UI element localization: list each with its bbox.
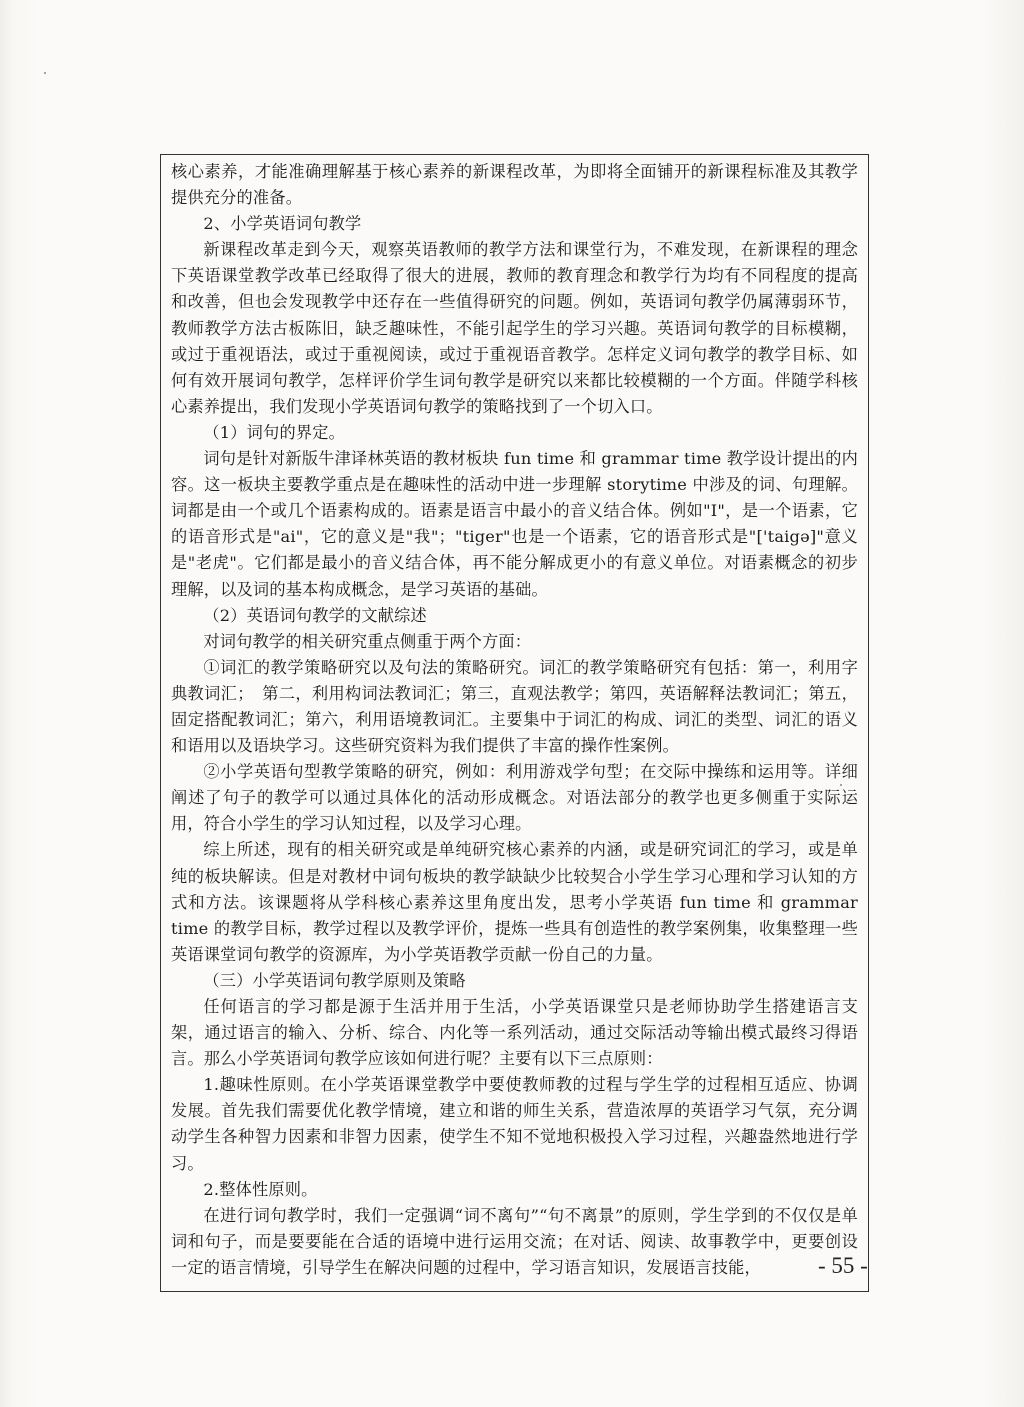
scan-speck	[44, 72, 46, 74]
paragraph-principles-intro: 任何语言的学习都是源于生活并用于生活，小学英语课堂只是老师协助学生搭建语言支架，通过语言的输入、分析、综合、内化等一系列活动，通过交际活动等输出模式最终习得语言。那么小学英语词句教学应该如何进行呢？主要有以下三点原则：	[171, 997, 858, 1069]
section-heading-principles: （三）小学英语词句教学原则及策略	[203, 970, 466, 990]
paragraph-summary: 综上所述，现有的相关研究或是单纯研究核心素养的内涵，或是研究词汇的学习，或是单纯的板块解读。但是对教材中词句板块的教学缺缺少比较契合小学生学习心理和学习认知的方式和方法。该课题将从学科核心素养这里角度出发，思考小学英语 fun time 和 grammar time 的教学目标，教学过程以及教学评价，提炼一些具有创造性的教学案例集，收集整理一些英语课堂词句教学的资源库，为小学英语教学贡献一份自己的力量。	[171, 840, 858, 964]
paragraph-curriculum-reform: 新课程改革走到今天，观察英语教师的教学方法和课堂行为，不难发现，在新课程的理念下英语课堂教学改革已经取得了很大的进展，教师的教育理念和教学行为均有不同程度的提高和改善，但也会发现教学中还存在一些值得研究的问题。例如，英语词句教学仍属薄弱环节，教师教学方法古板陈旧，缺乏趣味性，不能引起学生的学习兴趣。英语词句教学的目标模糊，或过于重视语法，或过于重视阅读，或过于重视语音教学。怎样定义词句教学的教学目标、如何有效开展词句教学，怎样评价学生词句教学是研究以来都比较模糊的一个方面。伴随学科核心素养提出，我们发现小学英语词句教学的策略找到了一个切入口。	[171, 240, 858, 416]
paragraph-research-focus: 对词句教学的相关研究重点侧重于两个方面：	[203, 631, 532, 651]
subheading-definition: （1）词句的界定。	[203, 422, 345, 442]
paragraph-holistic-principle: 在进行词句教学时，我们一定强调“词不离句”“句不离景”的原则，学生学到的不仅仅是单词和句子，而是要要能在合适的语境中进行运用交流；在对话、阅读、故事教学中，更要创设一定的语言情境，引导学生在解决问题的过程中，学习语言知识，发展语言技能，	[171, 1205, 858, 1277]
paragraph-intro-continued: 核心素养，才能准确理解基于核心素养的新课程改革，为即将全面铺开的新课程标准及其教学提供充分的准备。	[171, 162, 858, 208]
subheading-literature-review: （2）英语词句教学的文献综述	[203, 605, 427, 625]
paragraph-vocabulary-strategies: ①词汇的教学策略研究以及句法的策略研究。词汇的教学策略研究有包括：第一，利用字典教词汇； 第二，利用构词法教词汇；第三，直观法教学；第四，英语解释法教词汇；第五，固定搭配教词汇；第六，利用语境教词汇。主要集中于词汇的构成、词汇的类型、词汇的语义和语用以及语块学习。这些研究资料为我们提供了丰富的操作性案例。	[171, 657, 858, 756]
page-number: - 55 -	[818, 1253, 868, 1278]
paragraph-definition: 词句是针对新版牛津译林英语的教材板块 fun time 和 grammar time 教学设计提出的内容。这一板块主要教学重点是在趣味性的活动中进一步理解 storytime 中涉及的词、句理解。词都是由一个或几个语素构成的。语素是语言中最小的音义结合体。例如"I"，是一个语素，它的语音形式是"ai"，它的意义是"我"；"tiger"也是一个语素，它的语音形式是"['taigə]"意义是"老虎"。它们都是最小的音义结合体，再不能分解成更小的有意义单位。对语素概念的初步理解，以及词的基本构成概念，是学习英语的基础。	[171, 449, 858, 599]
text-frame	[160, 154, 869, 1292]
section-heading-word-sentence-teaching: 2、小学英语词句教学	[203, 214, 362, 234]
paragraph-interest-principle: 1.趣味性原则。在小学英语课堂教学中要使教师教的过程与学生学的过程相互适应、协调发展。首先我们需要优化教学情境，建立和谐的师生关系，营造浓厚的英语学习气氛，充分调动学生各种智力因素和非智力因素，使学生不知不觉地积极投入学习过程，兴趣盎然地进行学习。	[171, 1075, 858, 1173]
paragraph-sentence-strategies: ②小学英语句型教学策略的研究，例如：利用游戏学句型；在交际中操练和运用等。详细阐述了句子的教学可以通过具体化的活动形成概念。对语法部分的教学也更多侧重于实际运用，符合小学生的学习认知过程，以及学习心理。	[171, 762, 858, 834]
subheading-holistic-principle: 2.整体性原则。	[203, 1179, 318, 1199]
scan-speck	[840, 784, 842, 786]
